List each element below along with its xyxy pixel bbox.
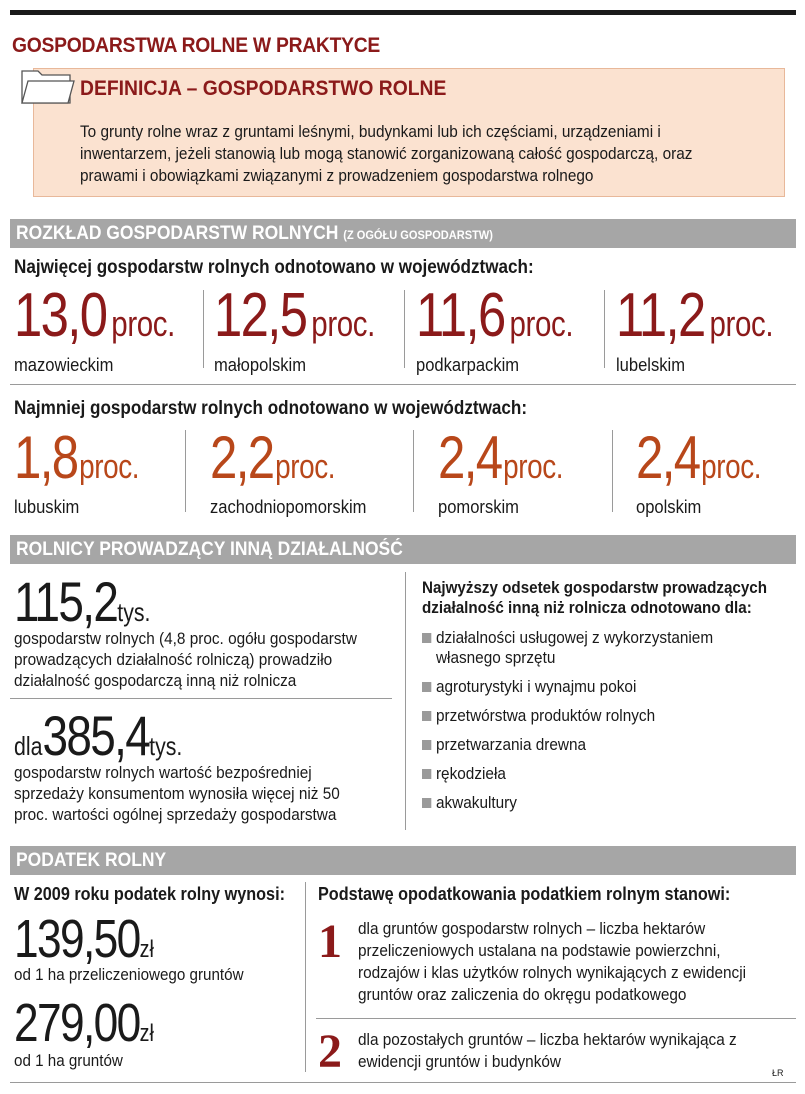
stat-unit: proc.	[311, 303, 375, 344]
divider	[604, 290, 605, 368]
activity-list-title: Najwyższy odsetek gospodarstw prowadzących działalność inną niż rolnicza odnotowano dla:	[422, 579, 768, 617]
list-item: przetwarzania drewna	[422, 735, 775, 755]
basis-text-2: dla pozostałych gruntów – liczba hektarów wynikająca z ewidencji gruntów i budynków	[358, 1031, 737, 1071]
stat-value: 1,8	[14, 424, 78, 491]
stat-unit: proc.	[275, 448, 336, 486]
stat-value: 2,4	[636, 424, 700, 491]
divider	[10, 384, 796, 385]
divider	[10, 698, 392, 699]
stat-value: 2,2	[210, 424, 274, 491]
definition-text: To grunty rolne wraz z gruntami leśnymi, budynkami lub ich częściami, urządzeniami i inwentarzem, jeżeli stanowią lub mogą stanowić zorganizowaną całość gospodarczą, oraz prawami i obowiązkami związanymi z prowadzeniem gospodarstwa rolnego	[80, 123, 693, 185]
bullet-square-icon	[422, 633, 431, 643]
section-title: ROLNICY PROWADZĄCY INNĄ DZIAŁALNOŚĆ	[16, 539, 403, 560]
stat-region: mazowieckim	[14, 355, 114, 375]
page-title: GOSPODARSTWA ROLNE W PRAKTYCE	[12, 34, 381, 57]
stat-unit: proc.	[709, 303, 774, 344]
tax-rate-2-label: od 1 ha gruntów	[14, 1052, 123, 1070]
bullet-square-icon	[422, 682, 431, 692]
bullet-square-icon	[422, 740, 431, 750]
basis-number-1: 1	[318, 915, 342, 968]
stat-115-text: gospodarstw rolnych (4,8 proc. ogółu gospodarstw prowadzących działalność rolniczą) prowadziło działalność gospodarczą inną niż rolnicza	[14, 630, 357, 690]
section-title: PODATEK ROLNY	[16, 850, 167, 871]
big-unit: tys.	[117, 597, 151, 627]
section-header-tax	[10, 846, 796, 875]
stat-most-3	[416, 281, 608, 376]
divider	[612, 430, 613, 512]
list-item: działalności usługowej z wykorzystaniem własnego sprzętu	[422, 628, 775, 668]
stat-region: małopolskim	[214, 355, 307, 375]
stat-region: zachodniopomorskim	[210, 497, 367, 517]
big-value: 115,2	[14, 570, 118, 633]
bullet-square-icon	[422, 769, 431, 779]
divider	[203, 290, 204, 368]
tax-unit: zł	[139, 936, 154, 963]
tax-rate-1-label: od 1 ha przeliczeniowego gruntów	[14, 966, 244, 984]
list-item: przetwórstwa produktów rolnych	[422, 706, 775, 726]
tax-value: 139,50	[14, 909, 140, 969]
section-title: ROZKŁAD GOSPODARSTW ROLNYCH	[16, 223, 339, 244]
divider	[305, 882, 306, 1072]
bullet-square-icon	[422, 798, 431, 808]
divider	[316, 1018, 796, 1019]
bullet-square-icon	[422, 711, 431, 721]
stat-unit: proc.	[701, 448, 762, 486]
definition-title: DEFINICJA – GOSPODARSTWO ROLNE	[80, 77, 447, 100]
credit: ŁR	[772, 1068, 784, 1078]
stat-least-1	[14, 424, 167, 518]
tax-value: 279,00	[14, 993, 140, 1053]
list-item: akwakultury	[422, 793, 775, 813]
section-subtitle: (Z OGÓŁU GOSPODARSTW)	[343, 228, 493, 242]
divider	[413, 430, 414, 512]
list-item: agroturystyki i wynajmu pokoi	[422, 677, 775, 697]
stat-unit: proc.	[503, 448, 564, 486]
least-title: Najmniej gospodarstw rolnych odnotowano w województwach:	[14, 398, 528, 419]
stat-value: 11,2	[616, 281, 705, 350]
tax-right-title: Podstawę opodatkowania podatkiem rolnym stanowi:	[318, 884, 731, 904]
most-title: Najwięcej gospodarstw rolnych odnotowano w województwach:	[14, 257, 534, 278]
stat-least-4	[636, 424, 789, 518]
top-rule	[10, 10, 796, 15]
folder-icon	[20, 63, 76, 105]
stat-unit: proc.	[509, 303, 574, 344]
stat-least-3	[438, 424, 591, 518]
activity-list	[422, 628, 802, 822]
divider	[185, 430, 186, 512]
stat-region: lubelskim	[616, 355, 686, 375]
big-prefix: dla	[14, 731, 43, 761]
stat-region: pomorskim	[438, 497, 519, 517]
stat-unit: proc.	[79, 448, 140, 486]
basis-number-2: 2	[318, 1025, 342, 1078]
stat-region: opolskim	[636, 497, 702, 517]
basis-text-1: dla gruntów gospodarstw rolnych – liczba hektarów przeliczeniowych ustalana na podstawie powierzchni, rodzajów i klas użytków rolnych wynikających z ewidencji gruntów oraz zaliczenia do okręgu podatkowego	[358, 920, 747, 1004]
stat-most-2	[214, 281, 410, 376]
big-value: 385,4	[42, 704, 150, 767]
big-unit: tys.	[149, 731, 183, 761]
stat-value: 13,0	[14, 281, 107, 350]
bottom-rule	[10, 1082, 796, 1083]
stat-385-text: gospodarstw rolnych wartość bezpośredniej sprzedaży konsumentom wynosiła więcej niż 50 proc. wartości ogólnej sprzedaży gospodarstwa	[14, 764, 340, 824]
stat-value: 2,4	[438, 424, 502, 491]
stat-value: 12,5	[214, 281, 307, 350]
list-item: rękodzieła	[422, 764, 775, 784]
stat-most-4	[616, 281, 805, 376]
section-header-distribution	[10, 219, 796, 248]
tax-left-title: W 2009 roku podatek rolny wynosi:	[14, 884, 285, 904]
stat-region: podkarpackim	[416, 355, 520, 375]
tax-unit: zł	[139, 1020, 154, 1047]
stat-value: 11,6	[416, 281, 505, 350]
stat-most-1	[14, 281, 210, 376]
stat-least-2	[210, 424, 380, 518]
divider	[405, 572, 406, 830]
stat-unit: proc.	[111, 303, 175, 344]
section-header-other-activity	[10, 535, 796, 564]
stat-region: lubuskim	[14, 497, 80, 517]
divider	[404, 290, 405, 368]
